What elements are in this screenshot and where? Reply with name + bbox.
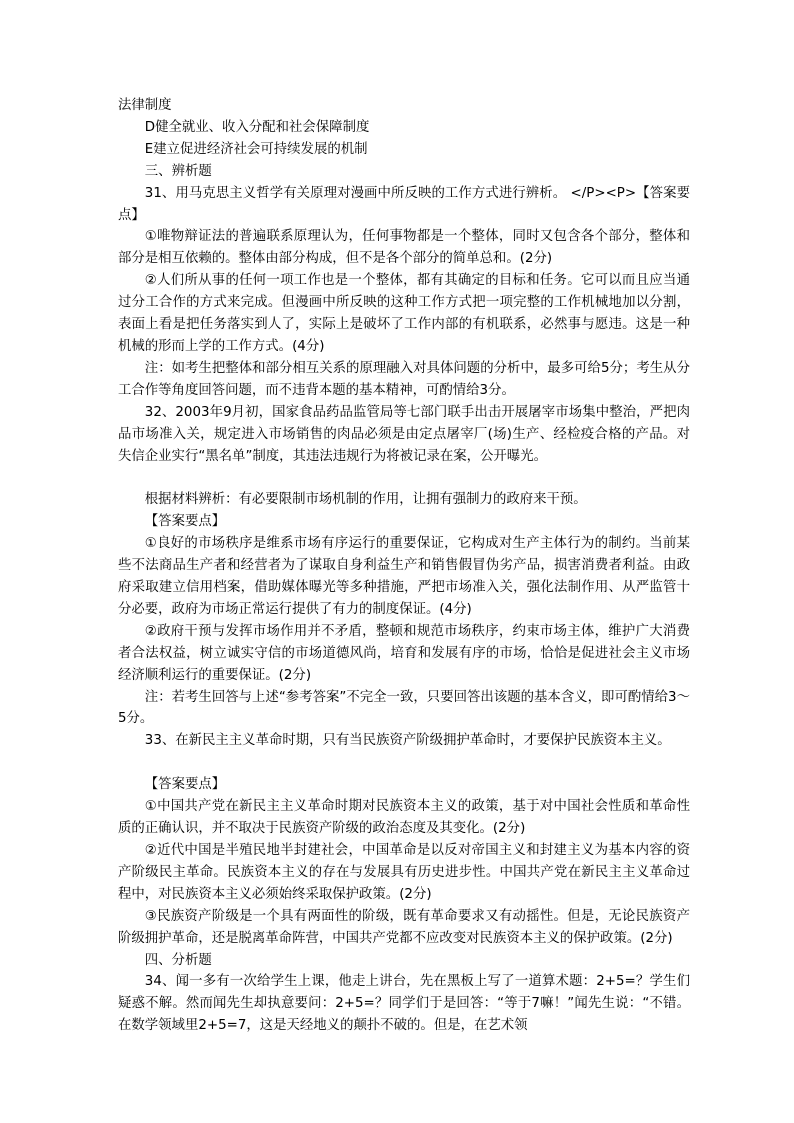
answer-32-heading: 【答案要点】: [144, 514, 226, 530]
answer-33-point-2: ②近代中国是半殖民地半封建社会，中国革命是以反对帝国主义和封建主义为基本内容的资产阶级民主革命。民族资本主义的存在与发展具有历史进步性。中国共产党在新民主主义革命过程中，对民族资本主义必须始终采取保护政策。(2分): [118, 843, 690, 902]
answer-33-heading: 【答案要点】: [144, 777, 226, 793]
option-d: D健全就业、收入分配和社会保障制度: [144, 119, 370, 135]
question-33: 33、在新民主主义革命时期，只有当民族资产阶级拥护革命时，才要保护民族资本主义。: [144, 733, 671, 749]
answer-33-point-1: ①中国共产党在新民主主义革命时期对民族资本主义的政策，基于对中国社会性质和革命性质的正确认识，并不取决于民族资产阶级的政治态度及其变化。(2分): [118, 799, 690, 837]
paragraph-continuation: 法律制度: [118, 98, 172, 113]
answer-32-point-2: ②政府干预与发挥市场作用并不矛盾，整顿和规范市场秩序，约束市场主体，维护广大消费者合法权益，树立诚实守信的市场道德风尚，培育和发展有序的市场，恰恰是促进社会主义市场经济顺利运行的重要保证。(2分): [118, 623, 690, 683]
question-32-material: 32、2003年9月初，国家食品药品监管局等七部门联手出击开展屠宰市场集中整治，严把肉品市场准入关，规定进入市场销售的肉品必须是由定点屠宰厂(场)生产、经检疫合格的产品。对失信企业实行“黑名单”制度，其违法违规行为将被记录在案，公开曝光。: [118, 404, 690, 464]
option-e: E建立促进经济社会可持续发展的机制: [144, 141, 368, 157]
section-heading-fenxi: 四、分析题: [144, 952, 212, 968]
answer-31-point-2: ②人们所从事的任何一项工作也是一个整体，都有其确定的目标和任务。它可以而且应当通过分工合作的方式来完成。但漫画中所反映的这种工作方式把一项完整的工作机械地加以分割，表面上看是把任务落实到人了，实际上是破坏了工作内部的有机联系，必然事与愿违。这是一种机械的形而上学的工作方式。(4分): [118, 273, 690, 354]
answer-32-point-1: ①良好的市场秩序是维系市场有序运行的重要保证，它构成对生产主体行为的制约。当前某些不法商品生产者和经营者为了谋取自身利益生产和销售假冒伪劣产品，损害消费者利益。由政府采取建立信用档案，借助媒体曝光等多种措施，严把市场准入关，强化法制作用、从严监管十分必要，政府为市场正常运行提供了有力的制度保证。(4分): [118, 536, 690, 617]
question-31: 31、用马克思主义哲学有关原理对漫画中所反映的工作方式进行辨析。 </P><P>【答案要点】: [118, 185, 690, 223]
document-body: [118, 95, 690, 1037]
question-32-prompt: 根据材料辨析：有必要限制市场机制的作用，让拥有强制力的政府来干预。: [144, 492, 587, 508]
answer-32-note: 注：若考生回答与上述“参考答案”不完全一致，只要回答出该题的基本含义，即可酌情给3～5分。: [118, 689, 690, 727]
answer-31-note: 注：如考生把整体和部分相互关系的原理融入对具体问题的分析中，最多可给5分；考生从分工合作等角度回答问题，而不违背本题的基本精神，可酌情给3分。: [118, 360, 690, 398]
question-34: 34、闻一多有一次给学生上课，他走上讲台，先在黑板上写了一道算术题：2+5=？学生们疑惑不解。然而闻先生却执意要问：2+5=？同学们于是回答：“等于7嘛！”闻先生说：“不错。在数学领域里2+5=7，这是天经地义的颠扑不破的。但是，在艺术领: [118, 974, 690, 1034]
answer-31-point-1: ①唯物辩证法的普遍联系原理认为，任何事物都是一个整体，同时又包含各个部分，整体和部分是相互依赖的。整体由部分构成，但不是各个部分的简单总和。(2分): [118, 229, 690, 267]
section-heading-bianxi: 三、辨析题: [144, 163, 212, 179]
answer-33-point-3: ③民族资产阶级是一个具有两面性的阶级，既有革命要求又有动摇性。但是，无论民族资产阶级拥护革命，还是脱离革命阵营，中国共产党都不应改变对民族资本主义的保护政策。(2分): [118, 908, 690, 946]
